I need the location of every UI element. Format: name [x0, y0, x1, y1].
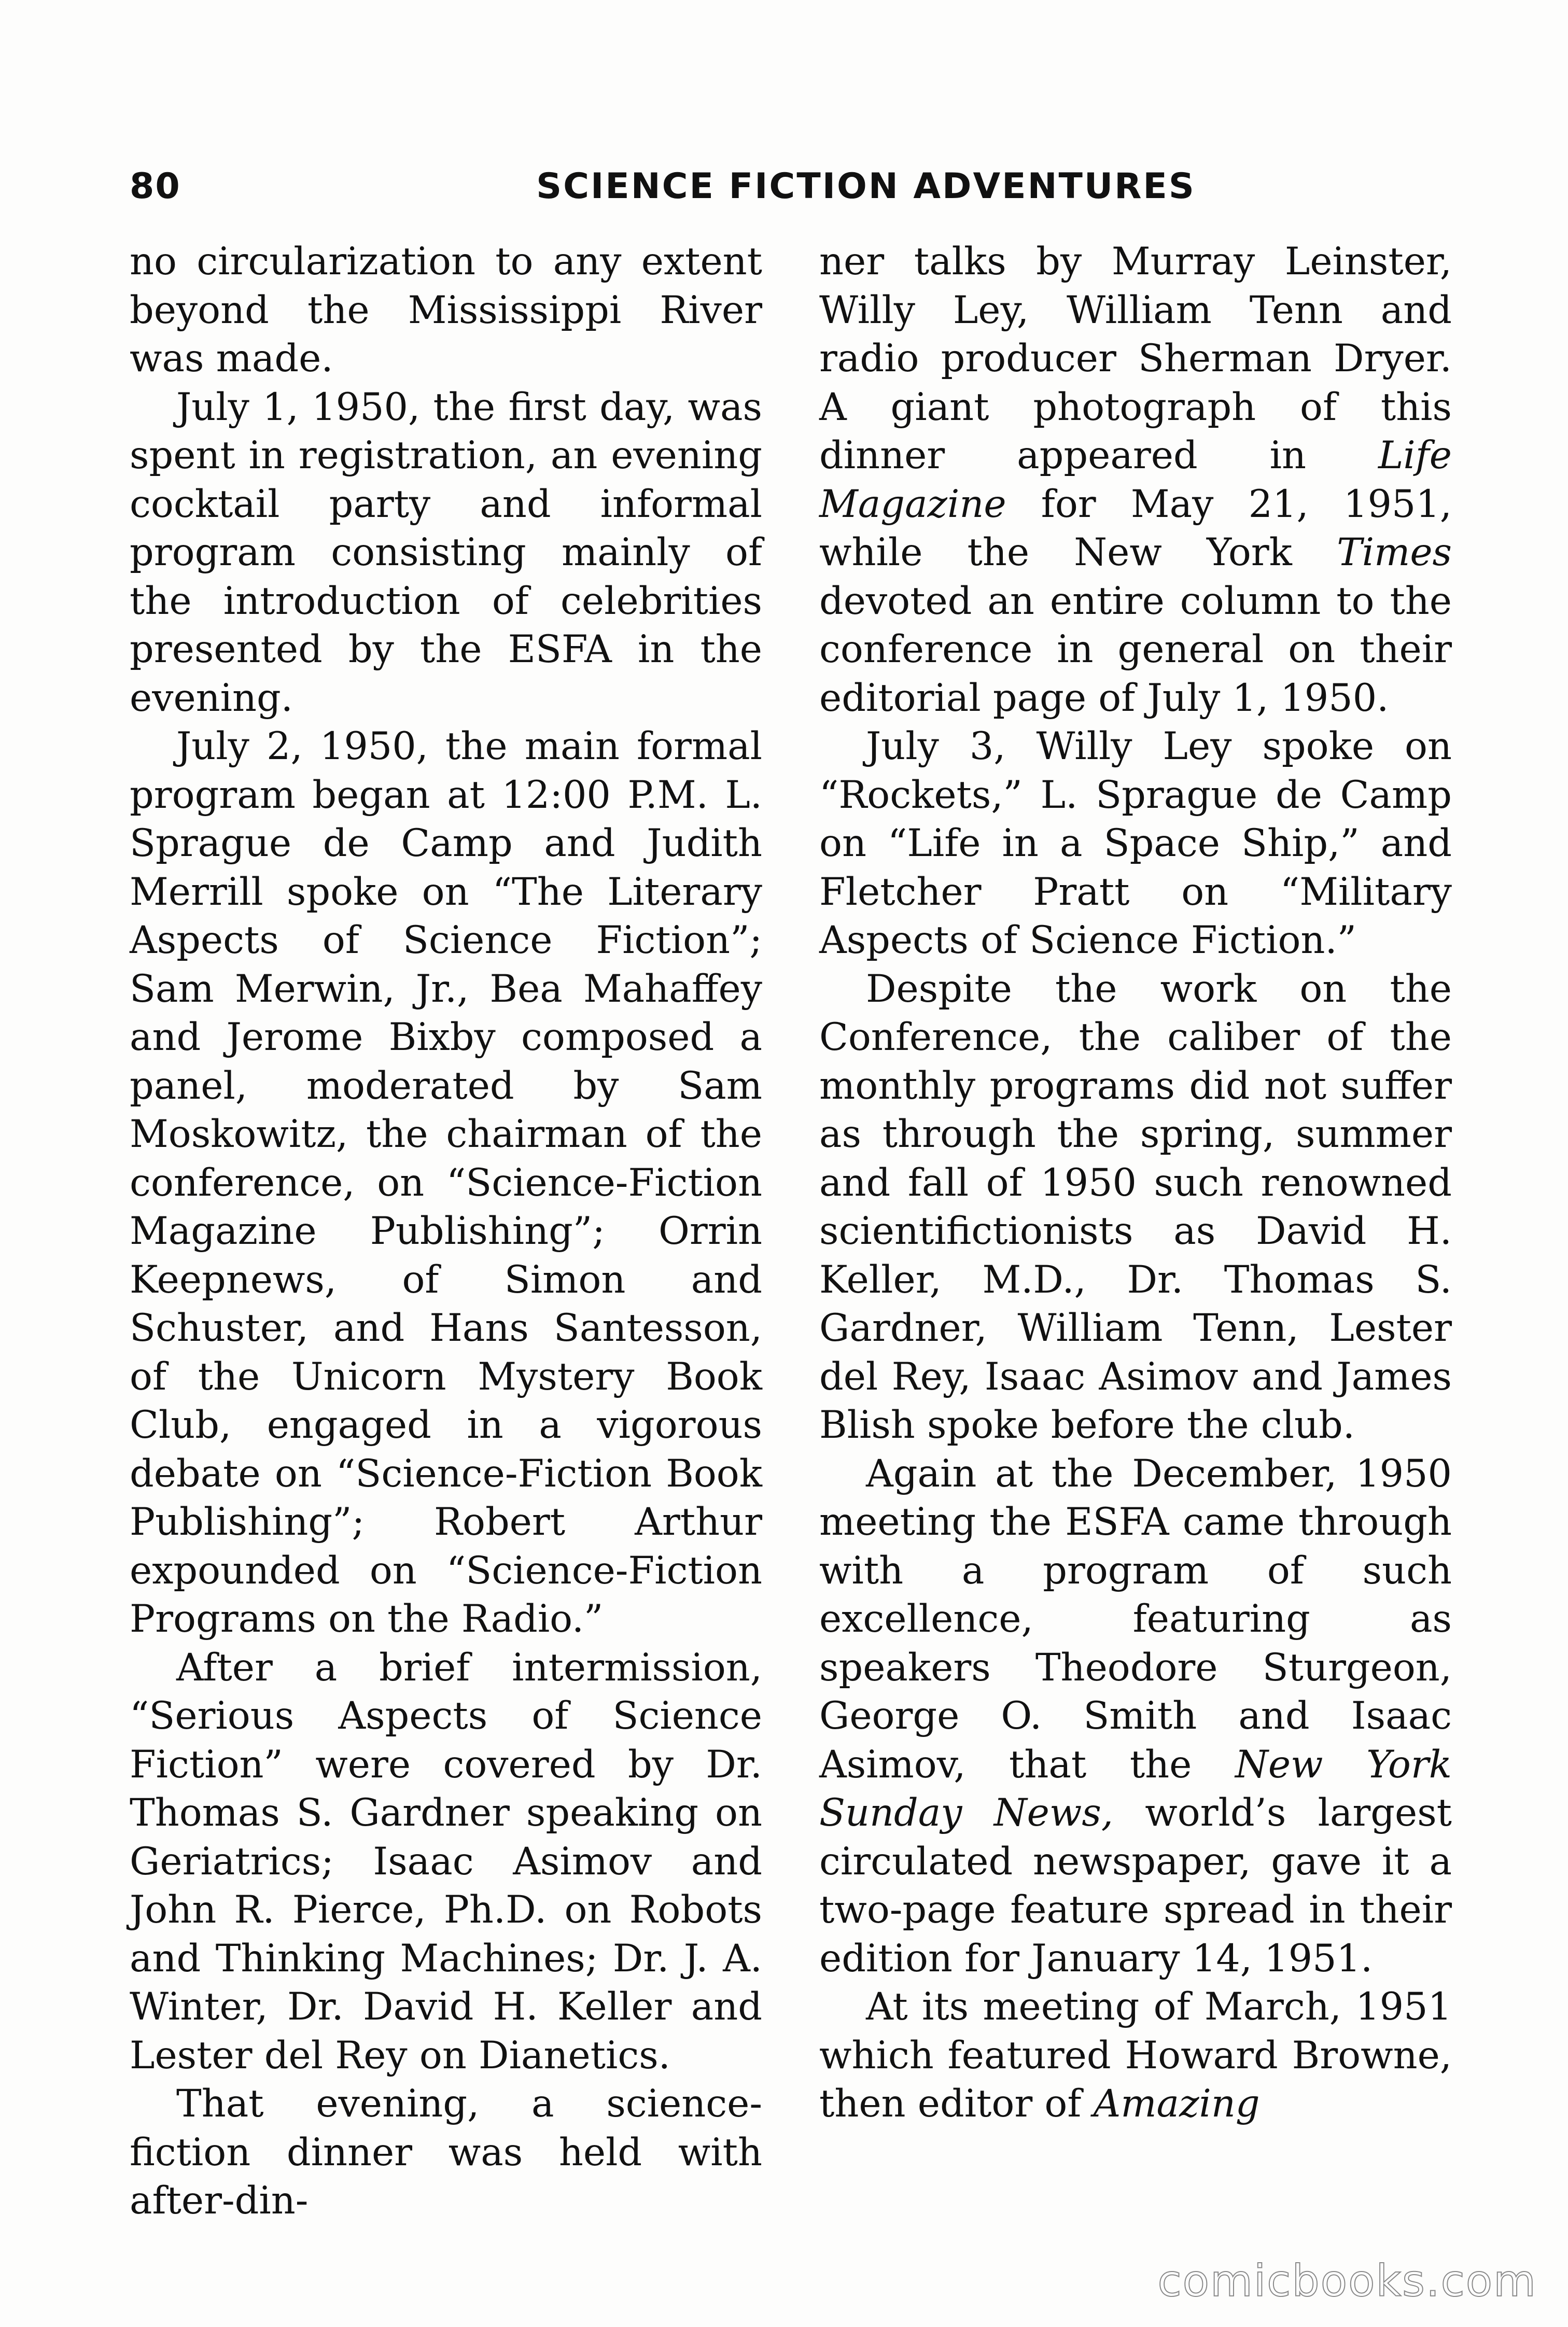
paragraph: Despite the work on the Conference, the caliber of the monthly programs did not suffer as through the spring, summer and fall of 1950 such renowned scientifictionists as David H. Keller, M.D., Dr. Thomas S. Gardner, William Tenn, Lester del Rey, Isaac Asimov and James Blish spoke before the club.	[819, 966, 1452, 1447]
page-header	[130, 166, 1447, 228]
newspaper-title: New York Sunday News,	[819, 1742, 1452, 1835]
text-run: world’s largest circulated newspaper, gave it a two-page feature spread in their edition for January 14, 1951.	[819, 1791, 1452, 1981]
paragraph	[819, 1983, 1452, 2128]
paragraph: July 1, 1950, the first day, was spent in registration, an evening cocktail party and informal program consisting mainly of the introduction of celebrities presented by the ESFA in the evening.	[130, 385, 762, 720]
page-number: 80	[130, 166, 181, 207]
text-run: ner talks by Murray Leinster, Willy Ley, William Tenn and radio producer Sherman Dryer. A giant photograph of this dinner appeared in	[819, 240, 1452, 478]
left-column	[130, 237, 762, 2225]
paragraph: That evening, a science-fiction dinner was held with after-din-	[130, 2082, 762, 2223]
paragraph: July 2, 1950, the main formal program began at 12:00 P.M. L. Sprague de Camp and Judith Merrill spoke on “The Literary Aspects of Science Fiction”; Sam Merwin, Jr., Bea Mahaffey and Jerome Bixby composed a panel, moderated by Sam Moskowitz, the chairman of the conference, on “Science-Fiction Magazine Publishing”; Orrin Keepnews, of Simon and Schuster, and Hans Santesson, of the Unicorn Mystery Book Club, engaged in a vigorous debate on “Science-Fiction Book Publishing”; Robert Arthur expounded on “Science-Fiction Programs on the Radio.”	[130, 724, 762, 1641]
text-run: devoted an entire column to the conference in general on their editorial page of July 1, 1950.	[819, 579, 1452, 720]
newspaper-title: Times	[1337, 530, 1452, 574]
paragraph: no circularization to any extent beyond the Mississippi River was made.	[130, 240, 762, 381]
magazine-title: Amazing	[1093, 2082, 1260, 2126]
watermark: comicbooks.com	[1157, 2255, 1537, 2306]
paragraph: After a brief intermission, “Serious Aspects of Science Fiction” were covered by Dr. Thomas S. Gardner speaking on Geriatrics; Isaac Asimov and John R. Pierce, Ph.D. on Robots and Thinking Machines; Dr. J. A. Winter, Dr. David H. Keller and Lester del Rey on Dianetics.	[130, 1645, 762, 2078]
right-column	[819, 237, 1452, 2128]
text-run: for May 21, 1951, while the New York	[819, 482, 1452, 574]
paragraph	[819, 237, 1452, 722]
text-run: Again at the December, 1950 meeting the ESFA came through with a program of such excellence, featuring as speakers Theodore Sturgeon, George O. Smith and Isaac Asimov, that the	[819, 1451, 1452, 1787]
magazine-title: Life Magazine	[819, 433, 1452, 526]
paragraph: July 3, Willy Ley spoke on “Rockets,” L. Sprague de Camp on “Life in a Space Ship,” and Fletcher Pratt on “Military Aspects of Science Fiction.”	[819, 724, 1452, 962]
text-run: At its meeting of March, 1951 which featured Howard Browne, then editor of	[819, 1985, 1452, 2126]
running-title: SCIENCE FICTION ADVENTURES	[536, 166, 1196, 207]
paragraph	[819, 1450, 1452, 1983]
